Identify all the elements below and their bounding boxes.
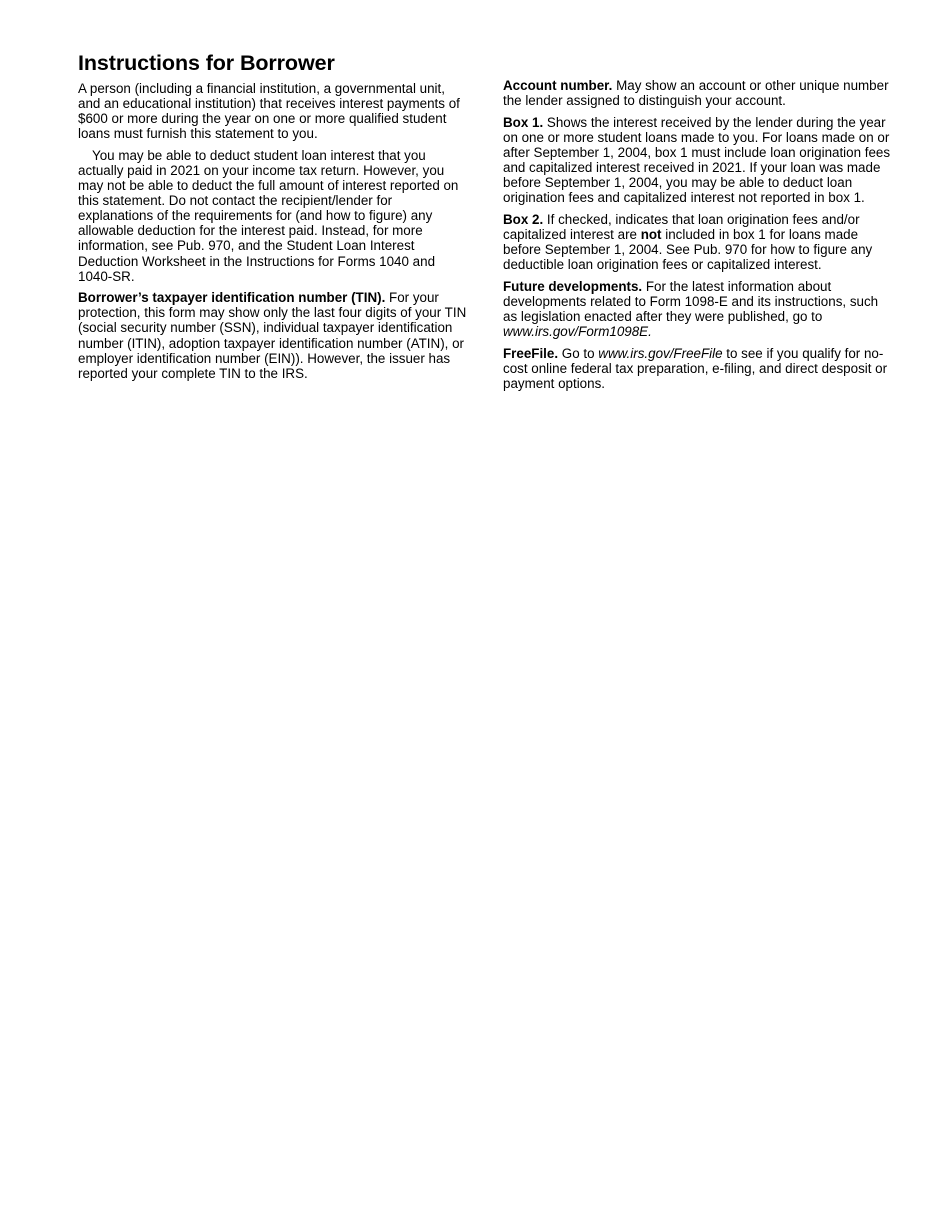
future-developments-body: For the latest information about developments related to Form 1098-E and its instructions, such as legislation enacted after they were published, go to [503, 278, 879, 324]
tin-body: For your protection, this form may show only the last four digits of your TIN (social security number (SSN), individual taxpayer identification number (ITIN), adoption taxpayer identification number (ATIN), or employer identification number (EIN)). However, the issuer has reported your complete TIN to the IRS. [78, 290, 467, 381]
intro-paragraph: A person (including a financial institution, a governmental unit, and an educational institution) that receives interest payments of $600 or more during the year on one or more qualified student loans must furnish this statement to you. [78, 81, 460, 142]
account-number-paragraph [503, 78, 895, 108]
future-developments-heading: Future developments. [503, 278, 643, 294]
box1-body: Shows the interest received by the lender during the year on one or more student loans made to you. For loans made on or after September 1, 2004, box 1 must include loan origination fees and capitalized interest received in 2021. If your loan was made before September 1, 2004, you may be able to deduct loan origination fees and capitalized interest not reported in box 1. [503, 114, 891, 206]
account-number-body: May show an account or other unique number the lender assigned to distinguish your account. [503, 78, 889, 109]
freefile-body-before: Go to [558, 345, 599, 361]
right-column [503, 78, 895, 397]
account-number-heading: Account number. [503, 78, 613, 93]
page-title: Instructions for Borrower [78, 51, 335, 75]
box2-emphasis: not [640, 226, 662, 242]
box2-heading: Box 2. [503, 211, 544, 227]
form1098e-link[interactable]: www.irs.gov/Form1098E. [503, 323, 652, 339]
deduction-paragraph: You may be able to deduct student loan interest that you actually paid in 2021 on your income tax return. However, you may not be able to deduct the full amount of interest reported on this statement. Do not contact the recipient/lender for explanations of the requirements for (and how to figure) any allowable deduction for the interest paid. Instead, for more information, see Pub. 970, and the Student Loan Interest Deduction Worksheet in the Instructions for Forms 1040 and 1040-SR. [78, 147, 459, 284]
box1-paragraph [503, 115, 895, 206]
freefile-link[interactable]: www.irs.gov/FreeFile [598, 345, 723, 361]
freefile-heading: FreeFile. [503, 345, 559, 361]
tin-heading: Borrower’s taxpayer identification number (TIN). [78, 290, 386, 306]
left-column [78, 81, 470, 387]
box2-body-after: included in box 1 for loans made before September 1, 2004. See Pub. 970 for how to figure any deductible loan origination fees or capitalized interest. [503, 226, 873, 273]
freefile-body-after: to see if you qualify for no-cost online federal tax preparation, e-filing, and direct desposit or payment options. [503, 345, 888, 391]
box1-heading: Box 1. [503, 114, 544, 130]
box2-body-before: If checked, indicates that loan origination fees and/or capitalized interest are [503, 211, 860, 242]
future-developments-paragraph [503, 279, 895, 339]
freefile-paragraph [503, 346, 895, 391]
tin-paragraph [78, 290, 470, 381]
box2-paragraph [503, 212, 895, 272]
